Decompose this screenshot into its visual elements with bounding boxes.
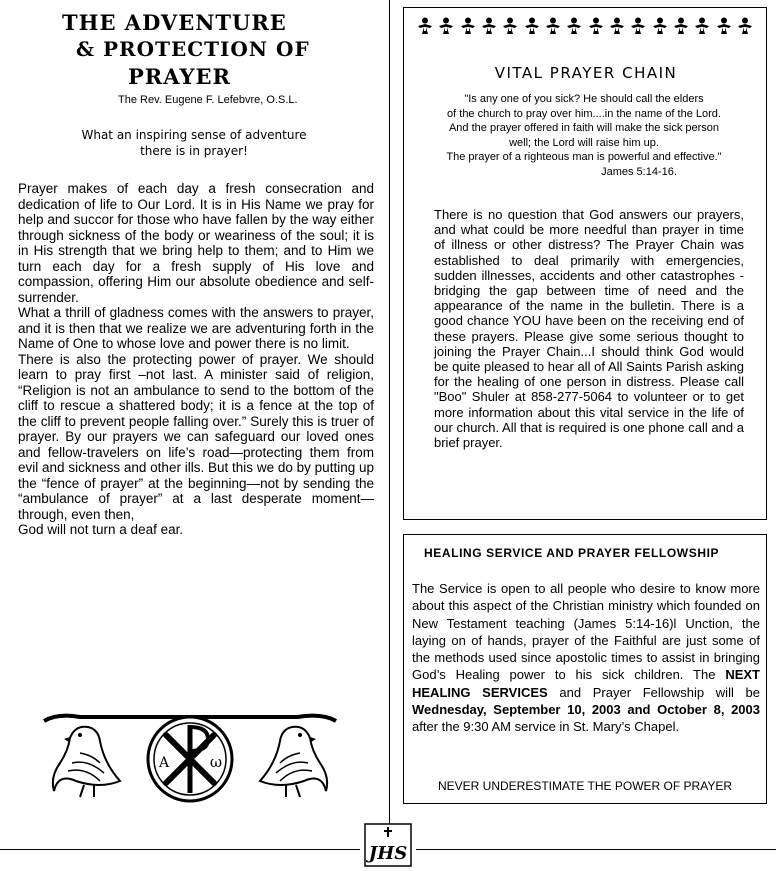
healing-service-box bbox=[403, 534, 767, 804]
article-paragraph: What a thrill of gladness comes with the answers to prayer, and it is then that we realize we are adventuring forth in the Name of One to whose love and power there is no limit. bbox=[18, 305, 374, 351]
praying-figure-icon bbox=[481, 17, 497, 35]
healing-text: and Prayer Fellowship will be bbox=[547, 684, 760, 700]
right-dove-icon bbox=[260, 727, 327, 797]
praying-figure-icon bbox=[652, 17, 668, 35]
verse-line: And the prayer offered in faith will make the sick person bbox=[448, 122, 720, 134]
chi-rho-emblem bbox=[40, 693, 340, 803]
article-body bbox=[18, 181, 374, 538]
article-author: The Rev. Eugene F. Lefebvre, O.S.L. bbox=[118, 94, 298, 106]
praying-figure-icon bbox=[737, 17, 753, 35]
verse-line: well; the Lord will raise him up. bbox=[509, 136, 659, 149]
monogram-text: JHS bbox=[368, 843, 408, 864]
scripture-verse bbox=[414, 92, 754, 179]
footer-rule-left bbox=[0, 849, 360, 850]
subtitle-line2: there is in prayer! bbox=[140, 144, 248, 158]
praying-figure-icon bbox=[566, 17, 582, 35]
footer-rule-right bbox=[416, 849, 776, 850]
verse-line: "Is any one of you sick? He should call the elders bbox=[464, 93, 704, 105]
article-title-line3: PRAYER bbox=[128, 64, 231, 89]
article-subtitle bbox=[30, 127, 358, 159]
praying-figure-icon bbox=[438, 17, 454, 35]
left-dove-icon bbox=[53, 727, 120, 797]
healing-service-dates: Wednesday, September 10, 2003 and October 8, 2003 bbox=[412, 702, 760, 718]
praying-figure-icon bbox=[524, 17, 540, 35]
alpha-letter: A bbox=[158, 755, 170, 771]
healing-text: The Service is open to all people who desire to know more about this aspect of the Christian ministry which founded on New Testament teaching (James 5:14-16)l Unction, the laying on of hands, prayer of the Faithful are just some of the methods used since apostolic times to assist in bringing God’s Healing power to his sick children. The bbox=[412, 581, 760, 683]
prayer-chain-box bbox=[403, 7, 767, 520]
article-paragraph: Prayer makes of each day a fresh consecration and dedication of life to Our Lord. It is in His Name we pray for help and succor for those who have fallen by the way either through sickness of the body or weariness of the soul; it is in His strength that we bring help to them; and to Him we turn each day for a fresh supply of His love and compassion, offering Him our absolute obedience and self-surrender. bbox=[18, 181, 374, 305]
healing-service-body bbox=[412, 580, 760, 736]
emblem-base-stroke bbox=[44, 716, 190, 721]
praying-figures-row bbox=[417, 17, 753, 35]
praying-figure-icon bbox=[545, 17, 561, 35]
praying-figure-icon bbox=[673, 17, 689, 35]
article-title-line2: & PROTECTION OF bbox=[76, 37, 310, 61]
article-paragraph: There is also the protecting power of prayer. We should learn to pray first –not last. A minister said of religion, “Religion is not an ambulance to send to the bottom of the cliff to rescue a shattered body; it is a fence at the top of the cliff to prevent people falling over.” Surely this is truer of prayer. By our prayers we can safeguard our loved ones and fellow-travelers on life’s road—protecting them from evil and sickness and other ills. But this we do by putting up the “fence of prayer” at the beginning—not by sending the “ambulance of prayer” at a last desperate moment—through, even then, bbox=[18, 351, 374, 522]
prayer-chain-title: VITAL PRAYER CHAIN bbox=[494, 64, 678, 82]
healing-next-services: NEXT HEALING SERVICES bbox=[412, 667, 760, 700]
healing-service-title: HEALING SERVICE AND PRAYER FELLOWSHIP bbox=[424, 546, 720, 560]
omega-letter: ω bbox=[209, 753, 223, 771]
verse-line: The prayer of a righteous man is powerful and effective." bbox=[446, 151, 722, 163]
healing-footer-slogan: NEVER UNDERESTIMATE THE POWER OF PRAYER bbox=[437, 779, 733, 793]
article-paragraph: God will not turn a deaf ear. bbox=[18, 522, 184, 537]
praying-figure-icon bbox=[716, 17, 732, 35]
praying-figure-icon bbox=[417, 17, 433, 35]
column-divider bbox=[389, 0, 390, 841]
article-title-line1: THE ADVENTURE bbox=[62, 10, 287, 35]
emblem-base-stroke bbox=[190, 716, 336, 721]
praying-figure-icon bbox=[630, 17, 646, 35]
praying-figure-icon bbox=[460, 17, 476, 35]
praying-figure-icon bbox=[694, 17, 710, 35]
praying-figure-icon bbox=[502, 17, 518, 35]
ihs-monogram-icon bbox=[364, 823, 412, 867]
prayer-chain-body: There is no question that God answers our prayers, and what could be more needful than prayer in time of illness or other distress? The Prayer Chain was established to deal primarily with emergencies, sudden illnesses, accidents and other catastrophes - bridging the gap between time of need and the appearance of the name in the bulletin. There is a good chance YOU have been on the receiving end of these prayers. Please give some serious thought to joining the Prayer Chain...I should think God would be quite pleased to hear all of All Saints Parish asking for the healing of one person in distress. Please call "Boo" Shuler at 858-277-5064 to volunteer or to get more information about this vital service in the life of our church. All that is required is one phone call and a brief prayer. bbox=[434, 207, 744, 451]
praying-figure-icon bbox=[609, 17, 625, 35]
healing-text: after the 9:30 AM service in St. Mary’s Chapel. bbox=[412, 719, 680, 735]
praying-figure-icon bbox=[588, 17, 604, 35]
verse-reference: James 5:14-16. bbox=[601, 165, 677, 178]
subtitle-line1: What an inspiring sense of adventure bbox=[81, 128, 307, 142]
verse-line: of the church to pray over him....in the name of the Lord. bbox=[447, 107, 721, 120]
